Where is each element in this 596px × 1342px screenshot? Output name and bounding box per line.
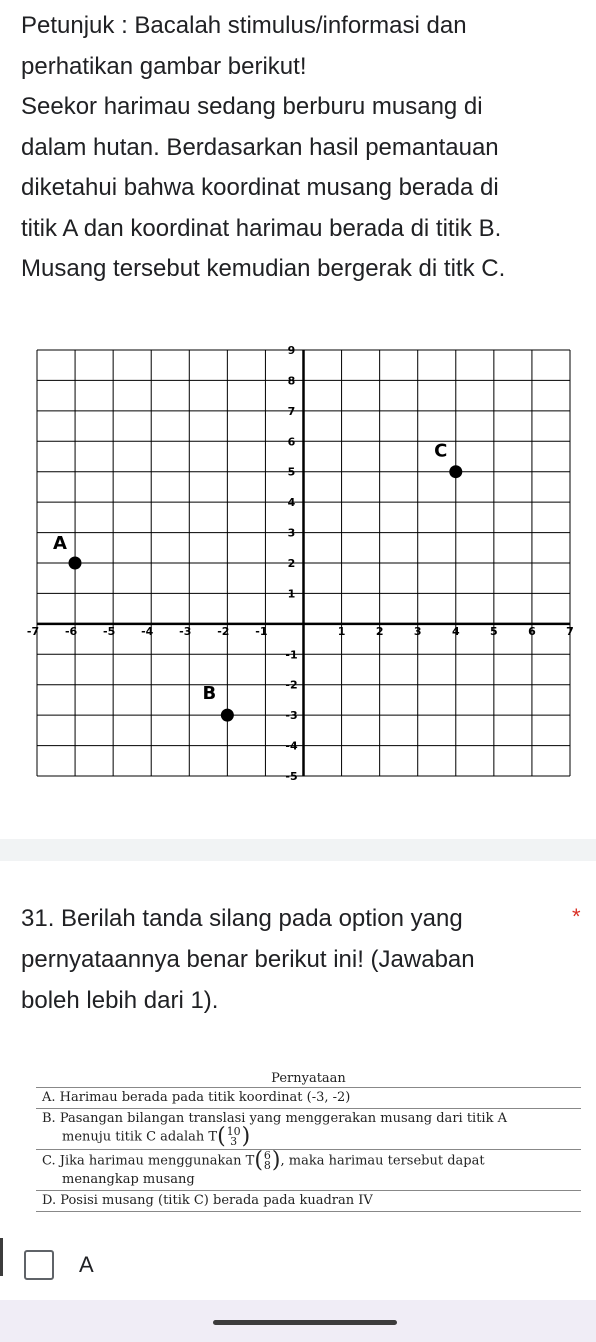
option-a[interactable] — [24, 1245, 94, 1285]
point-label-a: A — [53, 533, 67, 554]
vector-bottom: 3 — [230, 1135, 238, 1148]
stimulus-line: Seekor harimau sedang berburu musang di — [21, 93, 483, 120]
y-tick-label: -2 — [285, 678, 298, 692]
x-tick-label: 6 — [528, 624, 536, 638]
y-tick-label: 4 — [287, 496, 296, 510]
x-tick-label: 1 — [337, 624, 346, 638]
stimulus-line: Musang tersebut kemudian bergerak di titk C. — [21, 255, 506, 282]
y-tick-label: -1 — [285, 648, 298, 662]
home-indicator[interactable] — [213, 1320, 397, 1325]
vector-top: 10 — [226, 1125, 241, 1138]
stimulus-text — [21, 6, 581, 290]
x-tick-label: 4 — [451, 624, 460, 638]
y-tick-label: 5 — [287, 465, 296, 479]
x-tick-label: 3 — [413, 624, 422, 638]
point-label-c: C — [434, 440, 448, 462]
x-tick-label: -3 — [179, 624, 192, 638]
paren-open: ( — [254, 1148, 263, 1173]
x-tick-label: -2 — [217, 624, 230, 638]
translation-T: T — [245, 1153, 255, 1169]
stimulus-line: perhatikan gambar berikut! — [21, 52, 307, 80]
x-tick-label: 5 — [490, 624, 498, 638]
coordinate-graph — [20, 335, 576, 788]
statement-a-text: A. Harimau berada pada titik koordinat (-3, -2) — [42, 1090, 351, 1105]
statement-c-text: C. Jika harimau menggunakan — [42, 1153, 242, 1169]
statement-c-text2: , maka harimau tersebut dapat — [280, 1153, 485, 1169]
x-tick-label: 2 — [375, 624, 384, 638]
coordinate-plane — [20, 335, 576, 783]
vector-top: 6 — [263, 1149, 271, 1162]
x-tick-label: -6 — [64, 624, 78, 638]
statement-c-line1 — [42, 1148, 575, 1173]
option-a-label: A — [79, 1252, 94, 1277]
translation-vector-c — [264, 1151, 271, 1171]
translation-T: T — [208, 1129, 218, 1145]
statement-c — [36, 1150, 581, 1191]
point-b — [221, 709, 234, 722]
y-tick-label: 3 — [287, 526, 296, 540]
point-label-b: B — [202, 683, 217, 705]
statement-b-text: menuju titik C adalah — [62, 1129, 205, 1145]
paren-close: ) — [241, 1124, 251, 1149]
paren-open: ( — [217, 1124, 226, 1149]
statement-d-text: D. Posisi musang (titik C) berada pada kuadran IV — [42, 1193, 373, 1208]
y-tick-label: 6 — [287, 435, 296, 449]
y-tick-label: -4 — [285, 739, 298, 753]
option-a-checkbox[interactable] — [24, 1250, 54, 1280]
y-tick-label: 7 — [287, 404, 296, 418]
statement-a — [36, 1088, 581, 1109]
required-mark: * — [572, 904, 581, 929]
y-tick-label: -3 — [285, 709, 298, 723]
y-tick-label: 2 — [287, 557, 296, 570]
y-tick-label: 9 — [287, 344, 296, 357]
y-tick-label: -5 — [285, 770, 298, 783]
stimulus-line: diketahui bahwa koordinat musang berada di — [21, 174, 499, 201]
statement-table — [36, 1070, 581, 1212]
statement-c-line2: menangkap musang — [62, 1172, 195, 1187]
x-tick-label: -4 — [141, 624, 154, 638]
paren-close: ) — [271, 1148, 281, 1173]
y-tick-label: 1 — [287, 587, 296, 601]
translation-vector-b — [227, 1127, 241, 1147]
x-tick-label: 7 — [566, 624, 574, 638]
stimulus-line: titik A dan koordinat harimau berada di titik B. — [21, 214, 502, 242]
x-tick-label: -7 — [26, 624, 40, 638]
statement-d — [36, 1191, 581, 1212]
stimulus-line: dalam hutan. Berdasarkan hasil pemantauan — [21, 133, 499, 161]
y-tick-label: 8 — [287, 374, 296, 388]
question-title: 31. Berilah tanda silang pada option yang pernyataannya benar berikut ini! (Jawaban boleh lebih dari 1). — [21, 905, 475, 1014]
x-tick-label: -1 — [255, 624, 268, 638]
focus-indicator — [0, 1238, 3, 1276]
statement-b-line1: B. Pasangan bilangan translasi yang menggerakan musang dari titik A — [42, 1111, 507, 1126]
statement-header: Pernyataan — [36, 1070, 581, 1088]
x-tick-label: -5 — [103, 624, 116, 638]
point-c — [449, 465, 462, 478]
statement-b — [36, 1109, 581, 1150]
statement-b-line2 — [42, 1124, 575, 1149]
section-divider — [0, 839, 596, 861]
vector-bottom: 8 — [263, 1159, 271, 1172]
stimulus-line: Petunjuk : Bacalah stimulus/informasi dan — [21, 12, 467, 39]
point-a — [69, 557, 82, 570]
